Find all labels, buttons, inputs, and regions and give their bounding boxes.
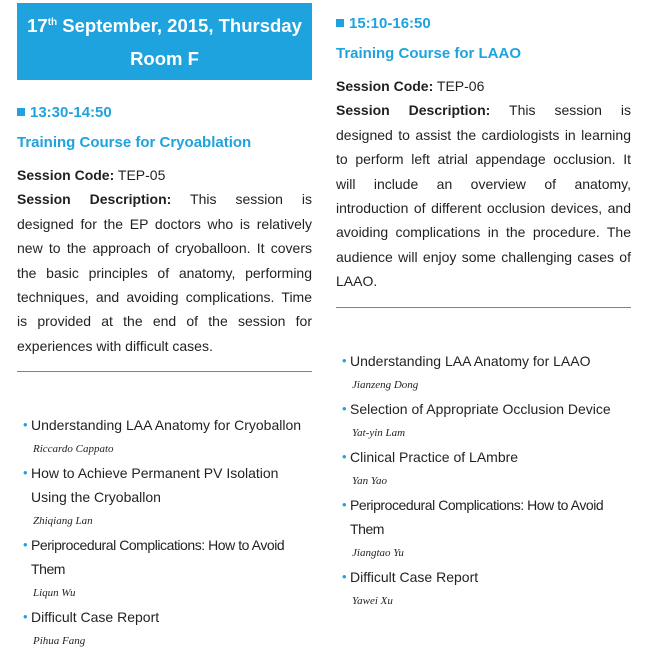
date-room-banner — [17, 3, 312, 80]
session-description — [336, 98, 631, 293]
session-description — [17, 187, 312, 358]
session-time — [17, 102, 312, 122]
talk-speaker: Zhiqiang Lan — [33, 515, 93, 528]
left-column — [17, 0, 312, 653]
list-item — [336, 565, 631, 613]
session-description-label: Session Description: — [17, 191, 172, 208]
dot-bullet-icon: • — [342, 352, 347, 368]
dot-bullet-icon: • — [23, 465, 28, 481]
list-item — [17, 605, 312, 653]
divider-rule — [336, 307, 631, 308]
session-description-text: This session is designed for the EP doctors who is relatively new to the approach of cryoballoon. It covers the basic principles of anatomy, performing techniques, and avoiding complications. Time is provided at the end of the session for experiences with difficult cases. — [17, 191, 312, 354]
list-item — [336, 397, 631, 445]
right-column — [336, 0, 631, 613]
dot-bullet-icon: • — [342, 568, 347, 584]
session-code — [336, 74, 631, 98]
dot-bullet-icon: • — [342, 400, 347, 416]
session-time-text: 15:10-16:50 — [349, 14, 431, 32]
dot-bullet-icon: • — [23, 537, 28, 553]
session-title: Training Course for Cryoablation — [17, 134, 252, 151]
talk-speaker: Yat-yin Lam — [352, 426, 406, 439]
talk-speaker: Pihua Fang — [33, 635, 86, 648]
talk-speaker: Yan Yao — [352, 474, 387, 487]
room-heading: Room F — [130, 48, 199, 69]
talk-list — [17, 413, 312, 653]
session-time-text: 13:30-14:50 — [30, 103, 112, 121]
talk-title: How to Achieve Permanent PV Isolation Using the Cryoballon — [31, 465, 279, 506]
session-code-value: TEP-06 — [433, 78, 485, 94]
list-item — [336, 493, 631, 565]
list-item — [336, 349, 631, 397]
talk-speaker: Riccardo Cappato — [33, 443, 114, 456]
talk-speaker: Jianzeng Dong — [352, 378, 419, 391]
talk-title: Periprocedural Complications: How to Avoid Them — [350, 496, 604, 537]
talk-speaker: Yawei Xu — [352, 594, 393, 607]
list-item — [17, 413, 312, 461]
session-code-label: Session Code: — [336, 78, 434, 94]
dot-bullet-icon: • — [23, 609, 28, 625]
session-title: Training Course for LAAO — [336, 45, 522, 62]
dot-bullet-icon: • — [342, 448, 347, 464]
talk-title: Understanding LAA Anatomy for LAAO — [350, 352, 591, 369]
session-description-label: Session Description: — [336, 102, 491, 119]
talk-title: Selection of Appropriate Occlusion Device — [350, 400, 611, 417]
date-rest: September, 2015, Thursday — [57, 15, 302, 36]
date-ordinal: th — [47, 17, 58, 28]
talk-title: Understanding LAA Anatomy for Cryoballon — [31, 417, 302, 434]
list-item — [336, 445, 631, 493]
talk-title: Difficult Case Report — [350, 568, 479, 585]
dot-bullet-icon: • — [23, 417, 28, 433]
dot-bullet-icon: • — [342, 496, 347, 512]
talk-speaker: Jiangtao Yu — [352, 546, 404, 559]
talk-title: Clinical Practice of LAmbre — [350, 448, 519, 465]
session-time — [336, 13, 631, 33]
divider-rule — [17, 371, 312, 372]
talk-speaker: Liqun Wu — [33, 587, 76, 600]
session-description-text: This session is designed to assist the cardiologists in learning to perform left atrial appendage occlusion. It will include an overview of anatomy, introduction of different occlusion devices, and avoiding complications in the procedure. The audience will enjoy some challenging cases of LAAO. — [336, 102, 631, 290]
date-day: 17 — [27, 15, 48, 36]
session-code — [17, 163, 312, 187]
session-code-value: TEP-05 — [114, 167, 166, 183]
session-code-label: Session Code: — [17, 167, 115, 183]
talk-title: Difficult Case Report — [31, 609, 160, 626]
list-item — [17, 461, 312, 533]
date-heading — [17, 9, 312, 42]
list-item — [17, 533, 312, 605]
square-bullet-icon — [17, 108, 25, 116]
square-bullet-icon — [336, 19, 344, 27]
talk-title: Periprocedural Complications: How to Avoid Them — [31, 537, 285, 578]
talk-list — [336, 349, 631, 613]
